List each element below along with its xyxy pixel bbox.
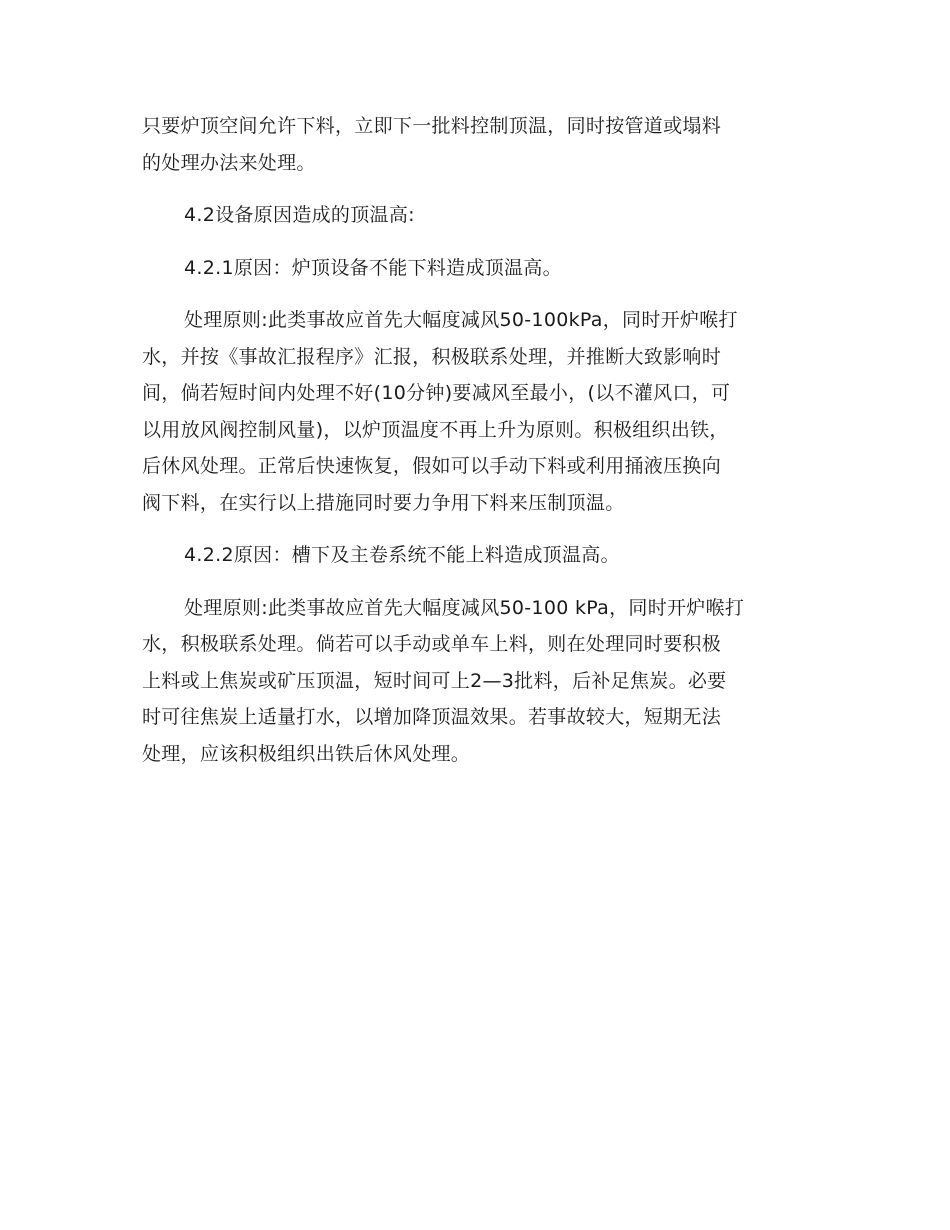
text-line: 处理原则:此类事故应首先大幅度减风50-100kPa，同时开炉喉打 [184,309,738,331]
subsection-heading-4-2-1 [142,250,808,287]
text-line: 水，并按《事故汇报程序》汇报，积极联系处理，并推断大致影响时 [142,345,722,368]
text-line: 4.2.2原因：槽下及主卷系统不能上料造成顶温高。 [184,544,620,566]
text-line: 只要炉顶空间允许下料，立即下一批料控制顶温，同时按管道或塌料 [142,115,722,137]
text-line: 阀下料，在实行以上措施同时要力争用下料来压制顶温。 [142,491,625,514]
paragraph-handling-principle-2 [142,590,808,773]
document-body [142,108,808,788]
text-line: 水，积极联系处理。倘若可以手动或单车上料，则在处理同时要积极 [142,633,722,655]
text-line: 4.2.1原因：炉顶设备不能下料造成顶温高。 [184,256,562,279]
section-heading-4-2 [142,197,808,234]
text-line: 处理原则:此类事故应首先大幅度减风50-100 kPa，同时开炉喉打 [184,596,745,619]
paragraph-1 [142,108,808,181]
text-line: 上料或上焦炭或矿压顶温，短时间可上2—3批料，后补足焦炭。必要 [142,669,727,692]
text-line: 时可往焦炭上适量打水，以增加降顶温效果。若事故较大，短期无法 [142,706,722,728]
text-line: 以用放风阀控制风量)，以炉顶温度不再上升为原则。积极组织出铁， [142,418,729,441]
subsection-heading-4-2-2 [142,537,808,574]
text-line: 后休风处理。正常后快速恢复，假如可以手动下料或利用捅液压换向 [142,455,722,477]
text-line: 4.2设备原因造成的顶温高: [184,204,415,226]
text-line: 处理，应该积极组织出铁后休风处理。 [142,742,471,765]
paragraph-handling-principle-1 [142,302,808,521]
text-line: 间，倘若短时间内处理不好(10分钟)要减风至最小，(以不灌风口，可 [142,382,731,404]
text-line: 的处理办法来处理。 [142,151,316,174]
